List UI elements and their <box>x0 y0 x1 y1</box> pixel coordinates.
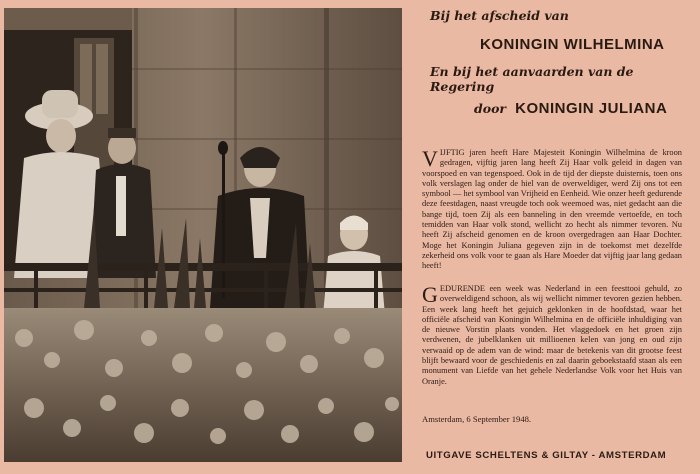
text-column <box>414 0 696 474</box>
date-line: Amsterdam, 6 September 1948. <box>422 414 532 424</box>
heading-door: door <box>474 101 507 116</box>
paragraph-1-text: IJFTIG jaren heeft Hare Majesteit Koningin Wilhelmina de kroon gedragen, vijftig jaren lang heeft Zij Haar volk geleid in dagen van voorspoed en van tegenspoed. Ook in de tijd der diepste duisternis, toen ons volk verslagen lag onder de hiel van de overweldiger, werd Zij ons tot een symbool — het symbool van Vrijheid en Eenheid. Wie onzer heeft gedurende deze feestdagen, naast vreugde toch ook weemoed was, niet gedacht aan die bange tijd, toen Zij als een banneling in den vreemde vertoefde, en toch temidden van Haar volk stond, wellicht zo hecht als nimmer tevoren. Nu heeft Zij afscheid genomen en de kroon overgedragen aan Haar Dochter. Moge het Koningin Juliana gegeven zijn in de toekomst met dezelfde zekerheid ons volk voor te gaan als Hare Moeder dat vijftig jaar lang gedaan heeft! <box>422 148 682 271</box>
heading-juliana: KONINGIN JULIANA <box>515 100 668 117</box>
paragraph-1 <box>422 148 682 272</box>
balcony-photo <box>4 8 402 462</box>
heading-line-1: Bij het afscheid van <box>430 8 569 23</box>
heading-wilhelmina: KONINGIN WILHELMINA <box>480 36 665 53</box>
publisher-line: UITGAVE SCHELTENS & GILTAY - AMSTERDAM <box>426 450 667 461</box>
paragraph-2-text: EDURENDE een week was Nederland in een feesttooi gehuld, zo overweldigend schoon, als wij wellicht nimmer tevoren gezien hebben. Een week lang heeft het gejuich geklonken in de hoofdstad, waar het officiële afscheid van Koningin Wilhelmina en de officiële inhuldiging van de nieuwe Vorstin plaats vonden. Het vlaggedoek en het groen zijn verdwenen, de jubelklanken uit millioenen kelen van jong en oud zijn verwaaid op de adem van de wind: maar de betekenis van dit grootse feest blijft bewaard voor de geschiedenis en zal daarin geboekstaafd staan als een monument van Liefde van het gehele Nederlandse Volk voor het Huis van Oranje. <box>422 284 682 386</box>
paragraph-2-dropcap: G <box>422 282 438 307</box>
paragraph-1-dropcap: V <box>422 146 438 171</box>
paragraph-2 <box>422 284 682 387</box>
heading-line-3: En bij het aanvaarden van de Regering <box>430 64 634 94</box>
heading-line-4 <box>474 98 667 117</box>
balcony-photo-icon <box>4 8 402 462</box>
